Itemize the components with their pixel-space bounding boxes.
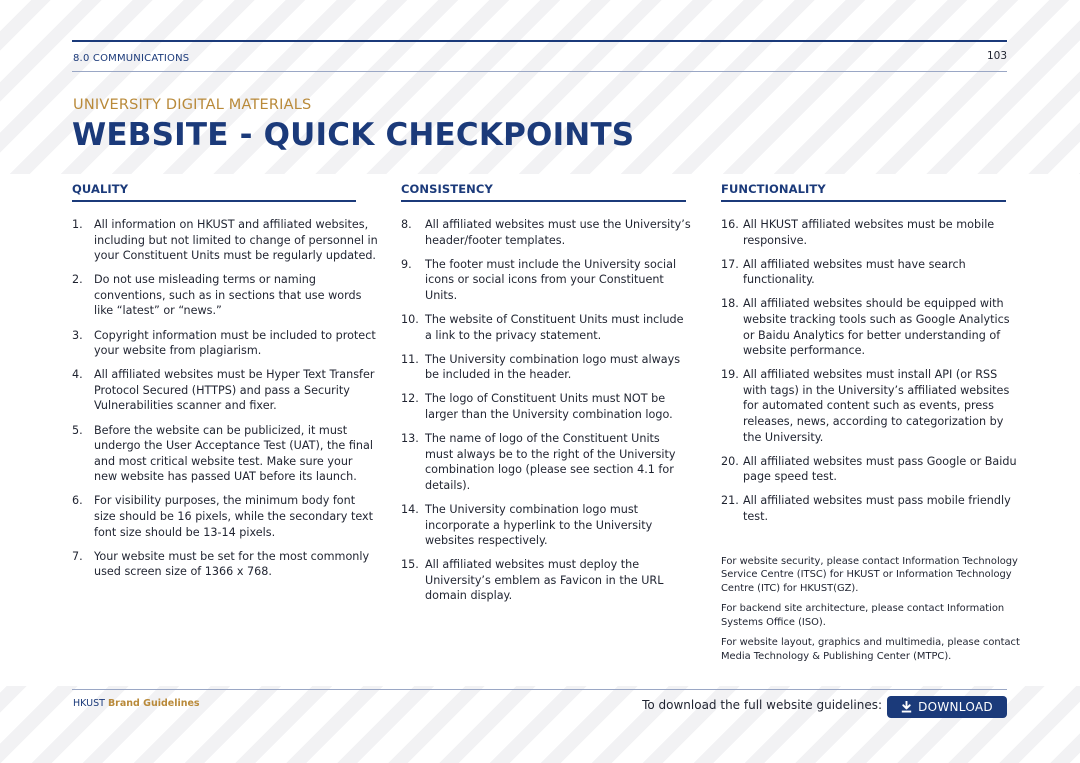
checkpoint-number: 15. xyxy=(401,558,419,572)
checkpoint-item xyxy=(72,328,378,359)
checkpoint-number: 6. xyxy=(72,494,83,508)
checkpoint-text: All affiliated websites must have search functionality. xyxy=(743,257,966,287)
column-rule xyxy=(721,200,1006,202)
checkpoint-text: Before the website can be publicized, it must undergo the User Acceptance Test (UAT), the final and most critical website test. Make sure your new website has passed UAT before its launch. xyxy=(94,423,373,484)
checkpoint-text: Do not use misleading terms or naming conventions, such as in sections that use words like “latest” or “news.” xyxy=(94,273,362,318)
contact-notes xyxy=(721,555,1021,664)
column-rule xyxy=(401,200,686,202)
download-button[interactable] xyxy=(887,696,1007,718)
page-kicker: UNIVERSITY DIGITAL MATERIALS xyxy=(73,97,312,113)
checkpoint-item xyxy=(721,493,1021,524)
column-quality xyxy=(72,182,378,588)
checkpoint-text: All HKUST affiliated websites must be mobile responsive. xyxy=(743,218,995,247)
checkpoint-text: All affiliated websites must be Hyper Text Transfer Protocol Secured (HTTPS) and pass a Security Vulnerabilities scanner and fixer. xyxy=(94,368,375,413)
checkpoint-item xyxy=(401,217,691,248)
download-button-label: DOWNLOAD xyxy=(918,700,993,714)
checkpoint-item xyxy=(72,423,378,485)
checkpoint-number: 4. xyxy=(72,368,83,382)
section-label: 8.0 COMMUNICATIONS xyxy=(73,53,190,64)
checkpoint-number: 19. xyxy=(721,368,739,382)
checkpoint-number: 1. xyxy=(72,218,83,231)
checkpoint-item xyxy=(72,217,378,264)
checkpoint-item xyxy=(721,367,1021,445)
header-subrule xyxy=(72,71,1007,72)
column-functionality xyxy=(721,182,1021,670)
page-number: 103 xyxy=(986,50,1007,62)
column-heading: CONSISTENCY xyxy=(401,182,493,196)
checkpoint-list xyxy=(72,217,378,580)
checkpoint-text: For visibility purposes, the minimum body font size should be 16 pixels, while the secondary text font size should be 13-14 pixels. xyxy=(94,494,374,539)
checkpoint-text: All affiliated websites must install API (or RSS with tags) in the University’s affiliated websites for automated content such as events, press releases, news, according to categorization by the University. xyxy=(743,368,1010,444)
checkpoint-text: All affiliated websites must deploy the University’s emblem as Favicon in the URL domain display. xyxy=(425,558,664,603)
checkpoint-number: 10. xyxy=(401,312,419,326)
checkpoint-number: 12. xyxy=(401,392,419,406)
checkpoint-number: 9. xyxy=(401,257,412,271)
checkpoint-number: 17. xyxy=(721,257,739,271)
checkpoint-text: All affiliated websites must pass Google or Baidu page speed test. xyxy=(743,454,1017,484)
checkpoint-text: Copyright information must be included to protect your website from plagiarism. xyxy=(94,328,376,358)
checkpoint-item xyxy=(721,257,1021,288)
checkpoint-number: 7. xyxy=(72,549,83,563)
brand-suffix: Brand Guidelines xyxy=(107,698,200,709)
page-title: WEBSITE - QUICK CHECKPOINTS xyxy=(72,117,635,153)
checkpoint-item xyxy=(72,272,378,319)
checkpoint-text: All affiliated websites should be equipped with website tracking tools such as Google Analytics or Baidu Analytics for better understanding of website performance. xyxy=(743,297,1010,358)
contact-note: For backend site architecture, please contact Information Systems Office (ISO). xyxy=(721,603,1005,628)
checkpoint-text: All information on HKUST and affiliated websites, including but not limited to change of personnel in your Constituent Units must be regularly updated. xyxy=(94,218,378,263)
checkpoint-item xyxy=(72,549,378,580)
checkpoint-text: The University combination logo must incorporate a hyperlink to the University websites respectively. xyxy=(425,502,653,548)
checkpoint-text: Your website must be set for the most commonly used screen size of 1366 x 768. xyxy=(94,549,370,579)
download-prompt: To download the full website guidelines: xyxy=(642,698,882,712)
checkpoint-number: 11. xyxy=(401,352,419,366)
checkpoint-list xyxy=(401,217,691,604)
checkpoint-item xyxy=(72,493,378,540)
checkpoint-text: The name of logo of the Constituent Units must always be to the right of the University combination logo (please see section 4.1 for details). xyxy=(425,432,676,492)
checkpoint-item xyxy=(401,352,691,383)
checkpoint-number: 8. xyxy=(401,218,412,231)
column-heading: QUALITY xyxy=(72,182,129,196)
footer-rule xyxy=(72,689,1007,690)
contact-note: For website security, please contact Information Technology Service Centre (ITSC) for HKUST or Information Technology Centre (ITC) for HKUST(GZ). xyxy=(721,555,1018,594)
checkpoint-item xyxy=(401,257,691,304)
checkpoint-list xyxy=(721,217,1021,525)
checkpoint-item xyxy=(401,431,691,493)
checkpoint-item xyxy=(401,502,691,549)
checkpoint-text: The University combination logo must always be included in the header. xyxy=(425,352,681,382)
checkpoint-number: 16. xyxy=(721,218,739,231)
column-heading: FUNCTIONALITY xyxy=(721,182,826,196)
checkpoint-text: All affiliated websites must pass mobile friendly test. xyxy=(743,494,1011,523)
checkpoint-item xyxy=(721,217,1021,248)
checkpoint-number: 14. xyxy=(401,502,419,516)
checkpoint-text: All affiliated websites must use the University’s header/footer templates. xyxy=(425,218,691,247)
checkpoint-item xyxy=(401,557,691,604)
checkpoint-number: 20. xyxy=(721,454,739,468)
checkpoint-number: 2. xyxy=(72,273,83,287)
column-consistency xyxy=(401,182,691,612)
checkpoint-text: The logo of Constituent Units must NOT be larger than the University combination logo. xyxy=(425,392,673,421)
checkpoint-item xyxy=(401,312,691,343)
column-rule xyxy=(72,200,356,202)
checkpoint-item xyxy=(721,296,1021,358)
contact-note: For website layout, graphics and multimedia, please contact Media Technology & Publishing Center (MTPC). xyxy=(721,637,1020,662)
checkpoint-number: 18. xyxy=(721,297,739,311)
header-rule xyxy=(72,40,1007,42)
checkpoint-text: The footer must include the University social icons or social icons from your Constituent Units. xyxy=(425,257,677,302)
checkpoint-item xyxy=(72,367,378,414)
checkpoint-number: 21. xyxy=(721,494,739,508)
checkpoint-item xyxy=(721,454,1021,485)
checkpoint-number: 5. xyxy=(72,423,83,437)
footer-brand xyxy=(73,698,200,709)
download-arrow-icon xyxy=(901,701,912,713)
checkpoint-number: 13. xyxy=(401,432,419,446)
checkpoint-text: The website of Constituent Units must include a link to the privacy statement. xyxy=(425,312,684,342)
checkpoint-item xyxy=(401,391,691,422)
brand-prefix: HKUST xyxy=(73,698,105,709)
checkpoint-number: 3. xyxy=(72,328,83,342)
